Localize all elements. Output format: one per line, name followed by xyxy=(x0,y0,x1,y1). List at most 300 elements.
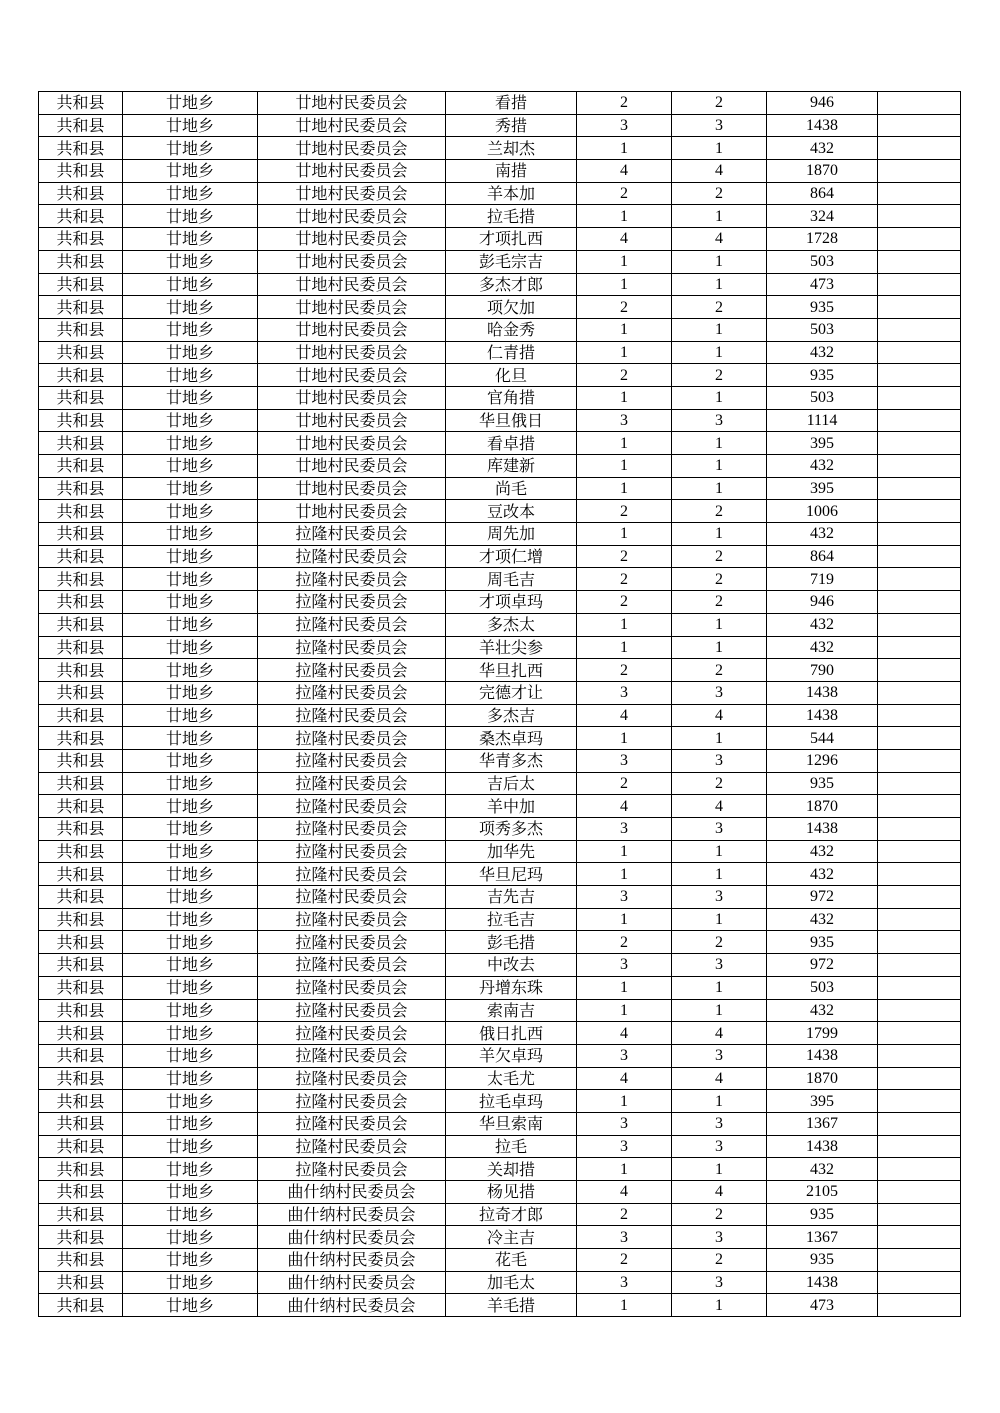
remark-cell xyxy=(878,432,961,455)
amount-cell: 1438 xyxy=(767,1135,878,1158)
name-cell: 冷主吉 xyxy=(446,1226,577,1249)
amount-cell: 946 xyxy=(767,591,878,614)
name-cell: 羊中加 xyxy=(446,795,577,818)
remark-cell xyxy=(878,477,961,500)
household-count-cell: 4 xyxy=(577,1181,672,1204)
person-count-cell: 4 xyxy=(672,1067,767,1090)
village-cell: 廿地村民委员会 xyxy=(258,364,446,387)
name-cell: 哈金秀 xyxy=(446,318,577,341)
township-cell: 廿地乡 xyxy=(123,341,258,364)
village-cell: 拉隆村民委员会 xyxy=(258,749,446,772)
amount-cell: 432 xyxy=(767,636,878,659)
village-cell: 拉隆村民委员会 xyxy=(258,954,446,977)
county-cell: 共和县 xyxy=(39,545,123,568)
village-cell: 拉隆村民委员会 xyxy=(258,523,446,546)
remark-cell xyxy=(878,863,961,886)
name-cell: 项秀多杰 xyxy=(446,818,577,841)
amount-cell: 473 xyxy=(767,273,878,296)
village-cell: 拉隆村民委员会 xyxy=(258,1022,446,1045)
table-row xyxy=(39,523,961,546)
table-row xyxy=(39,182,961,205)
person-count-cell: 4 xyxy=(672,795,767,818)
remark-cell xyxy=(878,228,961,251)
village-cell: 曲什纳村民委员会 xyxy=(258,1203,446,1226)
household-count-cell: 1 xyxy=(577,727,672,750)
table-row xyxy=(39,500,961,523)
table-row xyxy=(39,1226,961,1249)
county-cell: 共和县 xyxy=(39,455,123,478)
amount-cell: 946 xyxy=(767,92,878,115)
remark-cell xyxy=(878,999,961,1022)
village-cell: 拉隆村民委员会 xyxy=(258,591,446,614)
village-cell: 廿地村民委员会 xyxy=(258,160,446,183)
person-count-cell: 1 xyxy=(672,863,767,886)
name-cell: 羊壮尖参 xyxy=(446,636,577,659)
village-cell: 廿地村民委员会 xyxy=(258,228,446,251)
village-cell: 廿地村民委员会 xyxy=(258,477,446,500)
household-count-cell: 1 xyxy=(577,318,672,341)
household-count-cell: 3 xyxy=(577,954,672,977)
remark-cell xyxy=(878,409,961,432)
person-count-cell: 3 xyxy=(672,1044,767,1067)
village-cell: 拉隆村民委员会 xyxy=(258,1158,446,1181)
remark-cell xyxy=(878,886,961,909)
township-cell: 廿地乡 xyxy=(123,1294,258,1317)
amount-cell: 395 xyxy=(767,477,878,500)
name-cell: 华旦扎西 xyxy=(446,659,577,682)
name-cell: 才项扎西 xyxy=(446,228,577,251)
name-cell: 尚毛 xyxy=(446,477,577,500)
remark-cell xyxy=(878,954,961,977)
amount-cell: 1799 xyxy=(767,1022,878,1045)
county-cell: 共和县 xyxy=(39,659,123,682)
village-cell: 拉隆村民委员会 xyxy=(258,704,446,727)
county-cell: 共和县 xyxy=(39,591,123,614)
amount-cell: 972 xyxy=(767,886,878,909)
county-cell: 共和县 xyxy=(39,341,123,364)
village-cell: 廿地村民委员会 xyxy=(258,455,446,478)
township-cell: 廿地乡 xyxy=(123,1203,258,1226)
table-row xyxy=(39,818,961,841)
person-count-cell: 1 xyxy=(672,455,767,478)
name-cell: 加华先 xyxy=(446,840,577,863)
county-cell: 共和县 xyxy=(39,205,123,228)
household-count-cell: 1 xyxy=(577,1294,672,1317)
amount-cell: 1438 xyxy=(767,1271,878,1294)
amount-cell: 1367 xyxy=(767,1112,878,1135)
person-count-cell: 3 xyxy=(672,1271,767,1294)
remark-cell xyxy=(878,840,961,863)
name-cell: 化旦 xyxy=(446,364,577,387)
name-cell: 库建新 xyxy=(446,455,577,478)
county-cell: 共和县 xyxy=(39,182,123,205)
person-count-cell: 2 xyxy=(672,1249,767,1272)
table-row xyxy=(39,1112,961,1135)
township-cell: 廿地乡 xyxy=(123,432,258,455)
person-count-cell: 1 xyxy=(672,205,767,228)
township-cell: 廿地乡 xyxy=(123,137,258,160)
amount-cell: 935 xyxy=(767,772,878,795)
household-count-cell: 2 xyxy=(577,1203,672,1226)
county-cell: 共和县 xyxy=(39,931,123,954)
county-cell: 共和县 xyxy=(39,818,123,841)
amount-cell: 432 xyxy=(767,863,878,886)
village-cell: 拉隆村民委员会 xyxy=(258,863,446,886)
county-cell: 共和县 xyxy=(39,636,123,659)
remark-cell xyxy=(878,1112,961,1135)
remark-cell xyxy=(878,1090,961,1113)
township-cell: 廿地乡 xyxy=(123,477,258,500)
village-cell: 拉隆村民委员会 xyxy=(258,636,446,659)
name-cell: 丹增东珠 xyxy=(446,976,577,999)
table-row xyxy=(39,1294,961,1317)
household-count-cell: 2 xyxy=(577,591,672,614)
remark-cell xyxy=(878,1249,961,1272)
table-row xyxy=(39,749,961,772)
household-count-cell: 3 xyxy=(577,1112,672,1135)
household-count-cell: 2 xyxy=(577,1249,672,1272)
household-count-cell: 1 xyxy=(577,432,672,455)
table-row xyxy=(39,772,961,795)
county-cell: 共和县 xyxy=(39,727,123,750)
person-count-cell: 2 xyxy=(672,1203,767,1226)
person-count-cell: 1 xyxy=(672,840,767,863)
table-row xyxy=(39,704,961,727)
table-row xyxy=(39,727,961,750)
amount-cell: 432 xyxy=(767,523,878,546)
table-row xyxy=(39,908,961,931)
township-cell: 廿地乡 xyxy=(123,228,258,251)
township-cell: 廿地乡 xyxy=(123,114,258,137)
township-cell: 廿地乡 xyxy=(123,1158,258,1181)
township-cell: 廿地乡 xyxy=(123,364,258,387)
name-cell: 完德才让 xyxy=(446,681,577,704)
county-cell: 共和县 xyxy=(39,1090,123,1113)
name-cell: 吉后太 xyxy=(446,772,577,795)
township-cell: 廿地乡 xyxy=(123,1226,258,1249)
person-count-cell: 1 xyxy=(672,1090,767,1113)
name-cell: 彭毛措 xyxy=(446,931,577,954)
village-cell: 拉隆村民委员会 xyxy=(258,1090,446,1113)
person-count-cell: 3 xyxy=(672,886,767,909)
household-count-cell: 2 xyxy=(577,92,672,115)
village-cell: 拉隆村民委员会 xyxy=(258,818,446,841)
township-cell: 廿地乡 xyxy=(123,1135,258,1158)
township-cell: 廿地乡 xyxy=(123,886,258,909)
township-cell: 廿地乡 xyxy=(123,273,258,296)
county-cell: 共和县 xyxy=(39,386,123,409)
person-count-cell: 1 xyxy=(672,1158,767,1181)
person-count-cell: 2 xyxy=(672,182,767,205)
table-row xyxy=(39,273,961,296)
household-count-cell: 4 xyxy=(577,1067,672,1090)
village-cell: 廿地村民委员会 xyxy=(258,273,446,296)
person-count-cell: 1 xyxy=(672,137,767,160)
village-cell: 廿地村民委员会 xyxy=(258,137,446,160)
village-cell: 拉隆村民委员会 xyxy=(258,545,446,568)
person-count-cell: 1 xyxy=(672,341,767,364)
household-count-cell: 1 xyxy=(577,613,672,636)
township-cell: 廿地乡 xyxy=(123,318,258,341)
remark-cell xyxy=(878,182,961,205)
village-cell: 拉隆村民委员会 xyxy=(258,1135,446,1158)
remark-cell xyxy=(878,455,961,478)
household-count-cell: 4 xyxy=(577,1022,672,1045)
name-cell: 太毛尤 xyxy=(446,1067,577,1090)
remark-cell xyxy=(878,613,961,636)
name-cell: 拉毛吉 xyxy=(446,908,577,931)
person-count-cell: 1 xyxy=(672,386,767,409)
village-cell: 曲什纳村民委员会 xyxy=(258,1226,446,1249)
household-count-cell: 2 xyxy=(577,545,672,568)
village-cell: 廿地村民委员会 xyxy=(258,205,446,228)
name-cell: 拉毛卓玛 xyxy=(446,1090,577,1113)
name-cell: 花毛 xyxy=(446,1249,577,1272)
village-cell: 廿地村民委员会 xyxy=(258,250,446,273)
amount-cell: 935 xyxy=(767,931,878,954)
person-count-cell: 2 xyxy=(672,545,767,568)
county-cell: 共和县 xyxy=(39,886,123,909)
household-count-cell: 1 xyxy=(577,523,672,546)
village-cell: 拉隆村民委员会 xyxy=(258,681,446,704)
county-cell: 共和县 xyxy=(39,863,123,886)
name-cell: 看措 xyxy=(446,92,577,115)
county-cell: 共和县 xyxy=(39,1271,123,1294)
county-cell: 共和县 xyxy=(39,1294,123,1317)
village-cell: 廿地村民委员会 xyxy=(258,318,446,341)
village-cell: 廿地村民委员会 xyxy=(258,432,446,455)
amount-cell: 1438 xyxy=(767,704,878,727)
township-cell: 廿地乡 xyxy=(123,1181,258,1204)
person-count-cell: 3 xyxy=(672,114,767,137)
township-cell: 廿地乡 xyxy=(123,386,258,409)
township-cell: 廿地乡 xyxy=(123,523,258,546)
name-cell: 才项仁增 xyxy=(446,545,577,568)
table-row xyxy=(39,250,961,273)
household-count-cell: 3 xyxy=(577,749,672,772)
person-count-cell: 1 xyxy=(672,318,767,341)
remark-cell xyxy=(878,591,961,614)
county-cell: 共和县 xyxy=(39,1226,123,1249)
name-cell: 吉先吉 xyxy=(446,886,577,909)
amount-cell: 503 xyxy=(767,386,878,409)
table-row xyxy=(39,1203,961,1226)
name-cell: 羊本加 xyxy=(446,182,577,205)
amount-cell: 395 xyxy=(767,432,878,455)
remark-cell xyxy=(878,137,961,160)
township-cell: 廿地乡 xyxy=(123,160,258,183)
household-count-cell: 2 xyxy=(577,568,672,591)
household-count-cell: 3 xyxy=(577,818,672,841)
person-count-cell: 4 xyxy=(672,1181,767,1204)
village-cell: 廿地村民委员会 xyxy=(258,386,446,409)
county-cell: 共和县 xyxy=(39,250,123,273)
name-cell: 官角措 xyxy=(446,386,577,409)
household-count-cell: 1 xyxy=(577,341,672,364)
amount-cell: 1438 xyxy=(767,818,878,841)
township-cell: 廿地乡 xyxy=(123,1044,258,1067)
table-row xyxy=(39,636,961,659)
name-cell: 彭毛宗吉 xyxy=(446,250,577,273)
remark-cell xyxy=(878,250,961,273)
county-cell: 共和县 xyxy=(39,908,123,931)
township-cell: 廿地乡 xyxy=(123,954,258,977)
amount-cell: 1006 xyxy=(767,500,878,523)
village-cell: 廿地村民委员会 xyxy=(258,182,446,205)
village-cell: 拉隆村民委员会 xyxy=(258,976,446,999)
remark-cell xyxy=(878,1271,961,1294)
village-cell: 廿地村民委员会 xyxy=(258,500,446,523)
household-count-cell: 1 xyxy=(577,863,672,886)
amount-cell: 864 xyxy=(767,182,878,205)
village-cell: 拉隆村民委员会 xyxy=(258,908,446,931)
village-cell: 廿地村民委员会 xyxy=(258,409,446,432)
household-count-cell: 3 xyxy=(577,1135,672,1158)
county-cell: 共和县 xyxy=(39,954,123,977)
amount-cell: 432 xyxy=(767,613,878,636)
person-count-cell: 1 xyxy=(672,273,767,296)
township-cell: 廿地乡 xyxy=(123,863,258,886)
remark-cell xyxy=(878,114,961,137)
person-count-cell: 3 xyxy=(672,1226,767,1249)
household-count-cell: 1 xyxy=(577,1158,672,1181)
county-cell: 共和县 xyxy=(39,613,123,636)
table-row xyxy=(39,386,961,409)
county-cell: 共和县 xyxy=(39,681,123,704)
table-row xyxy=(39,568,961,591)
remark-cell xyxy=(878,636,961,659)
amount-cell: 544 xyxy=(767,727,878,750)
county-cell: 共和县 xyxy=(39,1135,123,1158)
township-cell: 廿地乡 xyxy=(123,1022,258,1045)
household-count-cell: 1 xyxy=(577,908,672,931)
person-count-cell: 2 xyxy=(672,772,767,795)
township-cell: 廿地乡 xyxy=(123,409,258,432)
person-count-cell: 1 xyxy=(672,250,767,273)
name-cell: 周毛吉 xyxy=(446,568,577,591)
name-cell: 拉毛 xyxy=(446,1135,577,1158)
county-cell: 共和县 xyxy=(39,137,123,160)
table-row xyxy=(39,1271,961,1294)
household-count-cell: 2 xyxy=(577,500,672,523)
village-cell: 拉隆村民委员会 xyxy=(258,568,446,591)
remark-cell xyxy=(878,795,961,818)
table-row xyxy=(39,659,961,682)
name-cell: 拉毛措 xyxy=(446,205,577,228)
table-row xyxy=(39,318,961,341)
table-row xyxy=(39,341,961,364)
amount-cell: 432 xyxy=(767,341,878,364)
remark-cell xyxy=(878,976,961,999)
county-cell: 共和县 xyxy=(39,1022,123,1045)
household-count-cell: 1 xyxy=(577,250,672,273)
township-cell: 廿地乡 xyxy=(123,636,258,659)
remark-cell xyxy=(878,1044,961,1067)
village-cell: 拉隆村民委员会 xyxy=(258,931,446,954)
name-cell: 羊毛措 xyxy=(446,1294,577,1317)
county-cell: 共和县 xyxy=(39,1203,123,1226)
table-row xyxy=(39,228,961,251)
household-count-cell: 3 xyxy=(577,1226,672,1249)
amount-cell: 935 xyxy=(767,1203,878,1226)
village-cell: 拉隆村民委员会 xyxy=(258,772,446,795)
household-count-cell: 1 xyxy=(577,999,672,1022)
village-cell: 廿地村民委员会 xyxy=(258,114,446,137)
county-cell: 共和县 xyxy=(39,568,123,591)
amount-cell: 1367 xyxy=(767,1226,878,1249)
household-count-cell: 1 xyxy=(577,455,672,478)
remark-cell xyxy=(878,523,961,546)
amount-cell: 1438 xyxy=(767,114,878,137)
village-cell: 拉隆村民委员会 xyxy=(258,1044,446,1067)
township-cell: 廿地乡 xyxy=(123,92,258,115)
amount-cell: 432 xyxy=(767,1158,878,1181)
village-cell: 廿地村民委员会 xyxy=(258,92,446,115)
county-cell: 共和县 xyxy=(39,114,123,137)
table-row xyxy=(39,954,961,977)
amount-cell: 503 xyxy=(767,976,878,999)
name-cell: 关却措 xyxy=(446,1158,577,1181)
amount-cell: 432 xyxy=(767,999,878,1022)
household-count-cell: 1 xyxy=(577,477,672,500)
village-cell: 拉隆村民委员会 xyxy=(258,613,446,636)
table-row xyxy=(39,681,961,704)
person-count-cell: 2 xyxy=(672,364,767,387)
township-cell: 廿地乡 xyxy=(123,976,258,999)
township-cell: 廿地乡 xyxy=(123,500,258,523)
amount-cell: 1114 xyxy=(767,409,878,432)
person-count-cell: 3 xyxy=(672,749,767,772)
remark-cell xyxy=(878,160,961,183)
amount-cell: 1728 xyxy=(767,228,878,251)
name-cell: 南措 xyxy=(446,160,577,183)
table-row xyxy=(39,296,961,319)
person-count-cell: 2 xyxy=(672,500,767,523)
remark-cell xyxy=(878,568,961,591)
name-cell: 索南吉 xyxy=(446,999,577,1022)
person-count-cell: 1 xyxy=(672,636,767,659)
table-row xyxy=(39,92,961,115)
county-cell: 共和县 xyxy=(39,92,123,115)
amount-cell: 972 xyxy=(767,954,878,977)
household-count-cell: 2 xyxy=(577,931,672,954)
township-cell: 廿地乡 xyxy=(123,613,258,636)
remark-cell xyxy=(878,318,961,341)
household-count-cell: 4 xyxy=(577,704,672,727)
household-count-cell: 2 xyxy=(577,364,672,387)
person-count-cell: 3 xyxy=(672,818,767,841)
amount-cell: 395 xyxy=(767,1090,878,1113)
person-count-cell: 2 xyxy=(672,296,767,319)
name-cell: 拉奇才郎 xyxy=(446,1203,577,1226)
county-cell: 共和县 xyxy=(39,1067,123,1090)
person-count-cell: 3 xyxy=(672,409,767,432)
table-row xyxy=(39,1158,961,1181)
household-count-cell: 3 xyxy=(577,114,672,137)
person-count-cell: 1 xyxy=(672,999,767,1022)
remark-cell xyxy=(878,727,961,750)
table-row xyxy=(39,137,961,160)
county-cell: 共和县 xyxy=(39,160,123,183)
household-count-cell: 3 xyxy=(577,681,672,704)
county-cell: 共和县 xyxy=(39,1158,123,1181)
township-cell: 廿地乡 xyxy=(123,250,258,273)
household-count-cell: 4 xyxy=(577,228,672,251)
name-cell: 俄日扎西 xyxy=(446,1022,577,1045)
table-row xyxy=(39,613,961,636)
name-cell: 加毛太 xyxy=(446,1271,577,1294)
household-count-cell: 3 xyxy=(577,1044,672,1067)
